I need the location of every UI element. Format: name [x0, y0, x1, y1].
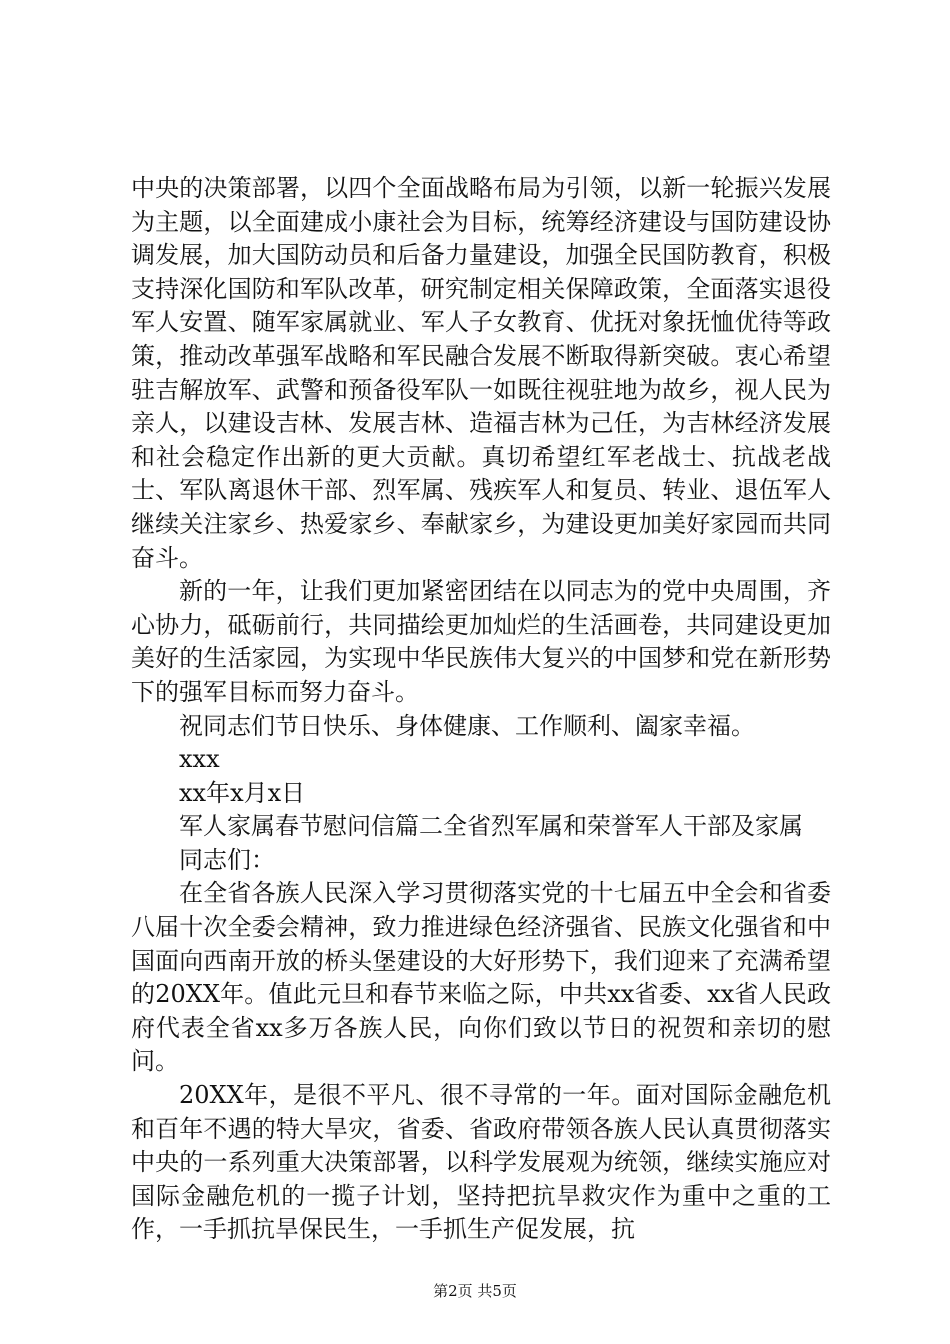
paragraph-continued: 中央的决策部署，以四个全面战略布局为引领，以新一轮振兴发展为主题，以全面建成小康社会为目标，统筹经济建设与国防建设协调发展，加大国防动员和后备力量建设，加强全民国防教育，积极支持深化国防和军队改革，研究制定相关保障政策，全面落实退役军人安置、随军家属就业、军人子女教育、优抚对象抚恤优待等政策，推动改革强军战略和军民融合发展不断取得新突破。衷心希望驻吉解放军、武警和预备役军队一如既往视驻地为故乡，视人民为亲人，以建设吉林、发展吉林、造福吉林为己任，为吉林经济发展和社会稳定作出新的更大贡献。真切希望红军老战士、抗战老战士、军队离退休干部、烈军属、残疾军人和复员、转业、退伍军人继续关注家乡、热爱家乡、奉献家乡，为建设更加美好家园而共同奋斗。	[131, 174, 831, 572]
paragraph-new-year: 新的一年，让我们更加紧密团结在以同志为的党中央周围，齐心协力，砥砺前行，共同描绘更加灿烂的生活画卷，共同建设更加美好的生活家园，为实现中华民族伟大复兴的中国梦和党在新形势下的强军目标而努力奋斗。	[131, 577, 831, 706]
signature-date: xx年x月x日	[179, 778, 306, 807]
document-body	[131, 172, 831, 1247]
page-footer: 第2页 共5页	[433, 1282, 517, 1300]
paragraph-greeting: 在全省各族人民深入学习贯彻落实党的十七届五中全会和省委八届十次全委会精神，致力推进绿色经济强省、民族文化强省和中国面向西南开放的桥头堡建设的大好形势下，我们迎来了充满希望的20XX年。值此元旦和春节来临之际，中共xx省委、xx省人民政府代表全省xx多万各族人民，向你们致以节日的祝贺和亲切的慰问。	[131, 879, 831, 1076]
signature-name: xxx	[179, 745, 220, 774]
paragraph-wishes: 祝同志们节日快乐、身体健康、工作顺利、阖家幸福。	[179, 711, 755, 740]
salutation: 同志们：	[179, 845, 275, 874]
section-heading: 军人家属春节慰问信篇二全省烈军属和荣誉军人干部及家属	[179, 812, 803, 841]
paragraph-review: 20XX年，是很不平凡、很不寻常的一年。面对国际金融危机和百年不遇的特大旱灾，省委、省政府带领各族人民认真贯彻落实中央的一系列重大决策部署，以科学发展观为统领，继续实施应对国际金融危机的一揽子计划，坚持把抗旱救灾作为重中之重的工作，一手抓抗旱保民生，一手抓生产促发展，抗	[131, 1081, 831, 1244]
